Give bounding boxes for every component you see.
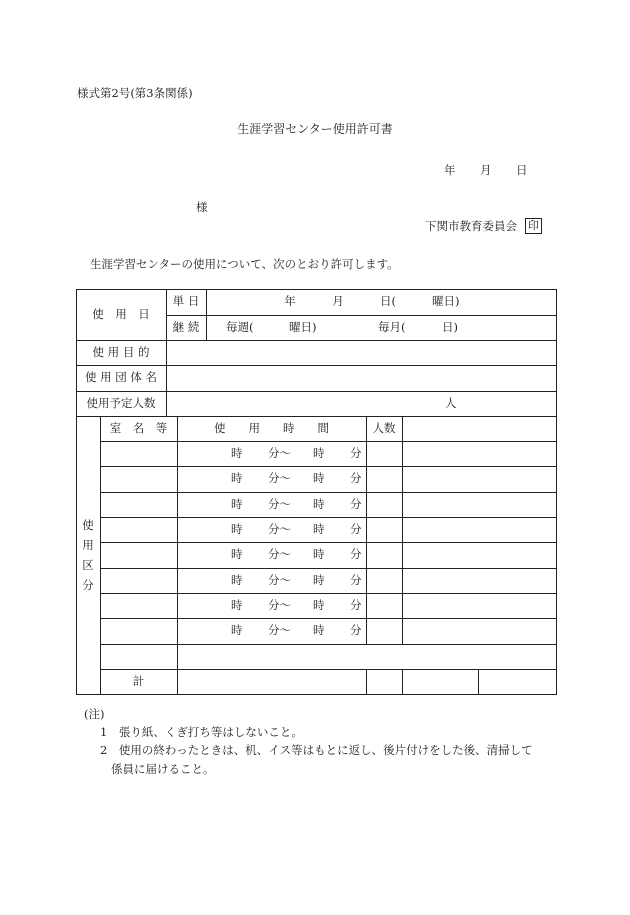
time-hour-end: 時	[313, 597, 325, 612]
table-border	[76, 694, 557, 695]
time-hour-end: 時	[313, 623, 325, 638]
table-rule	[100, 416, 101, 695]
people-unit: 人	[445, 395, 457, 410]
notes-heading: (注)	[84, 707, 105, 721]
time-row[interactable]	[177, 441, 366, 466]
table-border	[556, 289, 557, 695]
time-minute-end: 分	[350, 521, 362, 536]
count-header: 人数	[372, 420, 396, 435]
time-hour-start: 時	[231, 445, 243, 460]
purpose-field[interactable]	[166, 340, 556, 365]
time-row[interactable]	[177, 568, 366, 593]
time-row[interactable]	[177, 492, 366, 517]
table-rule	[402, 416, 403, 644]
time-hour-end: 時	[313, 471, 325, 486]
total-label: 計	[132, 673, 145, 688]
seal-mark: 印	[525, 218, 542, 234]
table-rule	[366, 416, 367, 644]
weekly-weekday-field[interactable]: 曜日)	[289, 319, 317, 334]
time-hour-end: 時	[313, 572, 325, 587]
time-header: 使 用 時 間	[214, 420, 329, 435]
table-rule	[166, 315, 557, 316]
note-item: 2 使用の終わったときは、机、イス等はもとに返し、後片付けをした後、清掃して	[100, 743, 533, 757]
time-hour-start: 時	[231, 471, 243, 486]
time-row[interactable]	[177, 542, 366, 568]
time-minute-end: 分	[350, 547, 362, 562]
date-month: 月	[480, 163, 492, 177]
page-title: 生涯学習センター使用許可書	[237, 122, 393, 136]
date-day: 日	[516, 163, 528, 177]
time-hour-end: 時	[313, 521, 325, 536]
room-header: 室 名 等	[109, 420, 168, 435]
time-minute-end: 分	[350, 496, 362, 511]
single-year-field[interactable]: 年	[284, 294, 296, 309]
intro-text: 生涯学習センターの使用について、次のとおり許可します。	[90, 257, 399, 271]
time-minute-start: 分〜	[268, 445, 291, 460]
table-rule	[366, 669, 367, 695]
single-weekday-field[interactable]: 曜日)	[432, 294, 460, 309]
time-row[interactable]	[177, 618, 366, 644]
time-hour-start: 時	[231, 572, 243, 587]
time-row[interactable]	[177, 517, 366, 542]
time-hour-start: 時	[231, 597, 243, 612]
time-minute-start: 分〜	[268, 547, 291, 562]
people-field[interactable]	[166, 391, 556, 416]
addressee-suffix: 様	[196, 200, 208, 214]
table-rule	[100, 644, 557, 645]
time-minute-end: 分	[350, 623, 362, 638]
time-minute-end: 分	[350, 572, 362, 587]
time-hour-start: 時	[231, 623, 243, 638]
section-label	[76, 416, 100, 694]
time-hour-start: 時	[231, 521, 243, 536]
section-label-char: 用	[82, 538, 94, 552]
monthly-field[interactable]: 毎月(	[378, 319, 406, 334]
time-minute-start: 分〜	[268, 597, 291, 612]
note-item: 1 張り紙、くぎ打ち等はしないこと。	[100, 725, 303, 739]
time-hour-end: 時	[313, 445, 325, 460]
time-row[interactable]	[177, 593, 366, 618]
purpose-label: 使 用 目 的	[92, 344, 150, 359]
form-number: 様式第2号(第3条関係)	[77, 86, 193, 100]
single-day-label: 単 日	[172, 294, 200, 309]
weekly-field[interactable]: 毎週(	[226, 319, 254, 334]
time-minute-start: 分〜	[268, 572, 291, 587]
time-hour-end: 時	[313, 496, 325, 511]
table-rule	[402, 669, 403, 695]
continuous-label: 継 続	[172, 319, 200, 334]
section-label-char: 区	[82, 558, 94, 572]
group-field[interactable]	[166, 365, 556, 391]
time-hour-start: 時	[231, 496, 243, 511]
date-year: 年	[444, 163, 456, 177]
time-row[interactable]	[177, 466, 366, 492]
monthly-day-field[interactable]: 日)	[442, 319, 458, 334]
usage-date-label: 使 用 日	[92, 306, 150, 321]
time-hour-start: 時	[231, 547, 243, 562]
table-rule	[206, 289, 207, 340]
time-minute-start: 分〜	[268, 496, 291, 511]
group-label: 使 用 団 体 名	[84, 370, 158, 385]
single-month-field[interactable]: 月	[332, 294, 344, 309]
section-label-char: 分	[82, 578, 94, 592]
time-minute-end: 分	[350, 471, 362, 486]
issuer-name: 下関市教育委員会	[425, 219, 517, 233]
time-minute-end: 分	[350, 597, 362, 612]
time-minute-start: 分〜	[268, 521, 291, 536]
time-minute-start: 分〜	[268, 471, 291, 486]
time-minute-start: 分〜	[268, 623, 291, 638]
time-hour-end: 時	[313, 547, 325, 562]
time-minute-end: 分	[350, 445, 362, 460]
section-label-char: 使	[82, 518, 94, 532]
note-item: 係員に届けること。	[111, 762, 215, 776]
people-label: 使用予定人数	[86, 395, 156, 410]
single-day-field[interactable]: 日(	[380, 294, 396, 309]
table-rule	[478, 669, 479, 695]
